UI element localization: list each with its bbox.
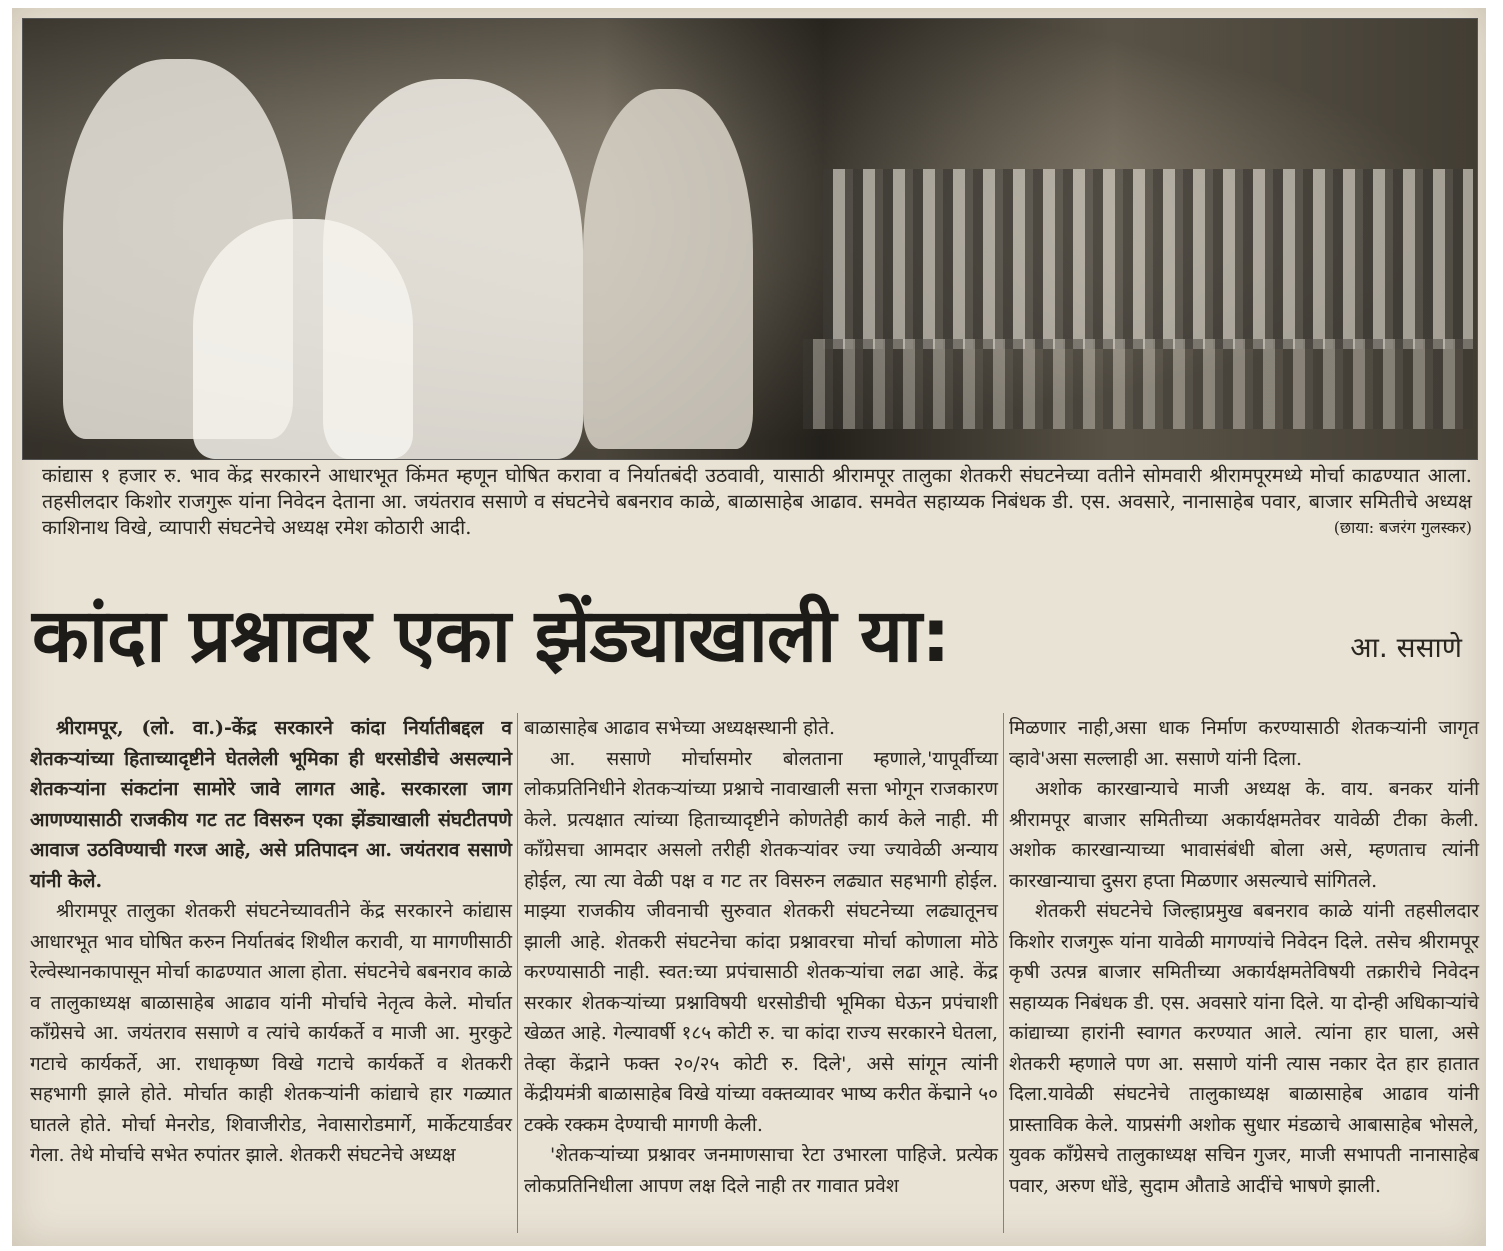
paragraph: शेतकरी संघटनेचे जिल्हाप्रमुख बबनराव काळे यांनी तहसीलदार किशोर राजगुरू यांना यावेळी मागण्यांचे निवेदन दिले. तसेच श्रीरामपूर कृषी उत्पन्न बाजार समितीच्या अकार्यक्षमतेविषयी तक्रारीचे निवेदन सहाय्यक निबंधक डी. एस. अवसारे यांना दिले. या दोन्ही अधिकाऱ्यांचे कांद्याच्या हारांनी स्वागत करण्यात आले. त्यांना हार घाला, असे शेतकरी म्हणाले पण आ. ससाणे यांनी त्यास नकार देत हार हातात दिला.यावेळी संघटनेचे तालुकाध्यक्ष बाळासाहेब आढाव यांनी प्रास्ताविक केले. याप्रसंगी अशोक सुधार मंडळाचे आबासाहेब भोसले, युवक काँग्रेसचे तालुकाध्यक्ष सचिन गुजर, माजी सभापती नानासाहेब पवार, अरुण धोंडे, सुदाम औताडे आदींचे भाषणे झाली.: [1009, 900, 1479, 1197]
paragraph: मिळणार नाही,असा धाक निर्माण करण्यासाठी शेतकऱ्यांनी जागृत व्हावे'असा सल्लाही आ. ससाणे यांनी दिला.: [1009, 717, 1479, 770]
headline-row: [32, 588, 1472, 688]
paragraph: आ. ससाणे मोर्चासमोर बोलताना म्हणाले,'यापूर्वीच्या लोकप्रतिनिधीने शेतकऱ्यांच्या प्रश्नाचे नावाखाली सत्ता भोगून राजकारण केले. प्रत्यक्षात त्यांच्या हिताच्यादृष्टीने कोणतेही कार्य केले नाही. मी काँग्रेसचा आमदार असलो तरीही शेतकऱ्यांवर ज्या ज्यावेळी अन्याय होईल, त्या त्या वेळी पक्ष व गट तर विसरुन लढ्यात सहभागी होईल. माझ्या राजकीय जीवनाची सुरुवात शेतकरी संघटनेच्या लढ्यातूनच झाली आहे. शेतकरी संघटनेचा कांदा प्रश्नावरचा मोर्चा कोणाला मोठे करण्यासाठी नाही. स्वत:च्या प्रपंचासाठी शेतकऱ्यांचा लढा आहे. केंद्र सरकार शेतकऱ्यांच्या प्रश्नाविषयी धरसोडीची भूमिका घेऊन प्रपंचाशी खेळत आहे. गेल्यावर्षी १८५ कोटी रु. चा कांदा राज्य सरकारने घेतला, तेव्हा केंद्राने फक्त २०/२५ कोटी रु. दिले', असे सांगून त्यांनी केंद्रीयमंत्री बाळासाहेब विखे यांच्या वक्तव्यावर भाष्य करीत केंद्माने ५० टक्के रक्कम देण्याची मागणी केली.: [524, 747, 998, 1136]
caption-text: कांद्यास १ हजार रु. भाव केंद्र सरकारने आधारभूत किंमत म्हणून घोषित करावा व निर्यातबंदी उठवावी, यासाठी श्रीरामपूर तालुका शेतकरी संघटनेच्या वतीने सोमवारी श्रीरामपूरमध्ये मोर्चा काढण्यात आला. तहसीलदार किशोर राजगुरू यांना निवेदन देताना आ. जयंतराव ससाणे व संघटनेचे बबनराव काळे, बाळासाहेब आढाव. समवेत सहाय्यक निबंधक डी. एस. अवसारे, नानासाहेब पवार, बाजार समितीचे अध्यक्ष काशिनाथ विखे, व्यापारी संघटनेचे अध्यक्ष रमेश कोठारी आदी.: [42, 464, 1472, 539]
paragraph: श्रीरामपूर तालुका शेतकरी संघटनेच्यावतीने केंद्र सरकारने कांद्यास आधारभूत भाव घोषित करुन निर्यातबंद शिथील करावी, या मागणीसाठी रेल्वेस्थानकापासून मोर्चा काढण्यात आला होता. संघटनेचे बबनराव काळे व तालुकाध्यक्ष बाळासाहेब आढाव यांनी मोर्चाचे नेतृत्व केले. मोर्चात काँग्रेसचे आ. जयंतराव ससाणे व त्यांचे कार्यकर्ते व माजी आ. मुरकुटे गटाचे कार्यकर्ते, आ. राधाकृष्ण विखे गटाचे कार्यकर्ते व शेतकरी सहभागी झाले होते. मोर्चात काही शेतकऱ्यांनी कांद्याचे हार गळ्यात घातले होते. मोर्चा मेनरोड, शिवाजीरोड, नेवासारोडमार्गे, मार्केटयार्डवर गेला. तेथे मोर्चाचे सभेत रुपांतर झाले. शेतकरी संघटनेचे अध्यक्ष: [30, 900, 512, 1166]
column-divider: [1003, 713, 1004, 1233]
photo-credit: (छाया: बजरंग गुलस्कर): [1333, 518, 1472, 537]
news-photo: [22, 18, 1478, 460]
byline: आ. ससाणे: [1350, 631, 1462, 664]
paragraph: 'शेतकऱ्यांच्या प्रश्नावर जनमाणसाचा रेटा उभारला पाहिजे. प्रत्येक लोकप्रतिनिधीला आपण लक्ष दिले नाही तर गावात प्रवेश: [524, 1144, 998, 1197]
photo-crowd: [823, 169, 1473, 349]
headline: कांदा प्रश्नावर एका झेंड्याखाली या:: [32, 593, 950, 679]
article-column-1: [30, 713, 512, 1171]
paragraph: श्रीरामपूर, (लो. वा.)-केंद्र सरकारने कांदा निर्यातीबद्दल व शेतकऱ्यांच्या हिताच्यादृष्टीने घेतलेली भूमिका ही धरसोडीचे असल्याने शेतकऱ्यांना संकटांना सामोरे जावे लागत आहे. सरकारला जाग आणण्यासाठी राजकीय गट तट विसरुन एका झेंड्याखाली संघटीतपणे आवाज उठविण्याची गरज आहे, असे प्रतिपादन आ. जयंतराव ससाणे यांनी केले.: [30, 717, 512, 892]
column-divider: [517, 713, 518, 1233]
photo-crowd: [803, 339, 1473, 429]
paragraph: अशोक कारखान्याचे माजी अध्यक्ष के. वाय. बनकर यांनी श्रीरामपूर बाजार समितीच्या अकार्यक्षमतेवर यावेळी टीका केली. अशोक कारखान्याच्या भावासंबंधी बोला असे, म्हणताच त्यांनी कारखान्याचा दुसरा हप्ता मिळणार असल्याचे सांगितले.: [1009, 778, 1479, 892]
article-column-3: [1009, 713, 1479, 1201]
paragraph: बाळासाहेब आढाव सभेच्या अध्यक्षस्थानी होते.: [524, 717, 835, 739]
photo-caption: [42, 463, 1472, 541]
newspaper-clipping: [12, 8, 1486, 1246]
photo-figure: [583, 89, 753, 449]
photo-figure: [193, 219, 413, 459]
article-column-2: [524, 713, 998, 1201]
